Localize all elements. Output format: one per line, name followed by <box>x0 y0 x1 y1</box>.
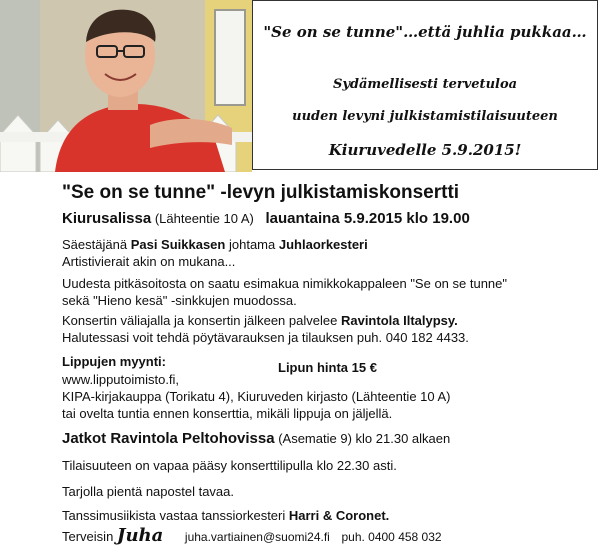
concert-title: "Se on se tunne" -levyn julkistamiskonsertti <box>62 182 460 203</box>
signature-name: Juha <box>116 525 164 546</box>
signature-greeting: Terveisin <box>62 529 114 544</box>
restaurant-line-2: Halutessasi voit tehdä pöytävarauksen ja tilauksen puh. 040 182 4433. <box>62 330 469 345</box>
invite-welcome: Sydämellisesti tervetuloa <box>332 77 518 92</box>
ticket-site: www.lipputoimisto.fi, <box>62 372 180 387</box>
guests-line: Artistivierait akin on mukana... <box>62 254 236 269</box>
orchestra-conductor: Pasi Suikkasen <box>130 237 226 252</box>
dance-line <box>62 508 389 524</box>
signature-line <box>62 525 442 546</box>
invite-quote: "Se on se tunne"…että juhlia pukkaa… <box>263 23 587 41</box>
invite-event: uuden levyni julkistamistilaisuuteen <box>292 109 558 124</box>
tickets-heading: Lippujen myynti: <box>62 354 166 369</box>
restaurant-prefix: Konsertin väliajalla ja konsertin jälkeen palvelee <box>62 313 338 328</box>
ticket-places: KIPA-kirjakauppa (Torikatu 4), Kiuruveden kirjasto (Lähteentie 10 A) <box>62 389 451 404</box>
album-line-2: sekä "Hieno kesä" -sinkkujen muodossa. <box>62 293 297 308</box>
venue-datetime: lauantaina 5.9.2015 klo 19.00 <box>265 210 470 227</box>
invitation-box <box>252 0 598 170</box>
ticket-price: Lipun hinta 15 € <box>278 360 377 375</box>
snacks-line: Tarjolla pientä napostel tavaa. <box>62 484 235 499</box>
orchestra-mid: johtama <box>228 237 276 252</box>
orchestra-line <box>62 237 368 253</box>
restaurant-line-1 <box>62 313 458 329</box>
afterparty-line <box>62 431 450 447</box>
orchestra-name: Juhlaorkesteri <box>278 237 368 252</box>
afterparty-name: Jatkot Ravintola Peltohovissa <box>62 430 275 447</box>
afterparty-time: klo 21.30 alkaen <box>355 431 451 446</box>
free-entry-line: Tilaisuuteen on vapaa pääsy konserttilipulla klo 22.30 asti. <box>62 458 397 473</box>
signature-phone: puh. 0400 458 032 <box>341 530 442 544</box>
dance-prefix: Tanssimusiikista vastaa tanssiorkesteri <box>62 508 286 523</box>
afterparty-address: (Asematie 9) <box>278 431 352 446</box>
artist-photo <box>0 0 252 172</box>
album-line-1: Uudesta pitkäsoitosta on saatu esimakua nimikkokappaleen "Se on se tunne" <box>62 276 508 291</box>
orchestra-prefix: Säestäjänä <box>62 237 128 252</box>
venue-name: Kiurusalissa <box>62 210 152 227</box>
signature-email: juha.vartiainen@suomi24.fi <box>184 530 330 544</box>
ticket-door: tai ovelta tuntia ennen konserttia, mikäli lippuja on jäljellä. <box>62 406 393 421</box>
venue-address: (Lähteentie 10 A) <box>154 211 254 226</box>
invite-place-date: Kiuruvedelle 5.9.2015! <box>328 141 522 159</box>
restaurant-name: Ravintola Iltalypsy. <box>340 313 458 328</box>
dance-band: Harri & Coronet. <box>288 508 390 523</box>
venue-line <box>62 211 470 227</box>
